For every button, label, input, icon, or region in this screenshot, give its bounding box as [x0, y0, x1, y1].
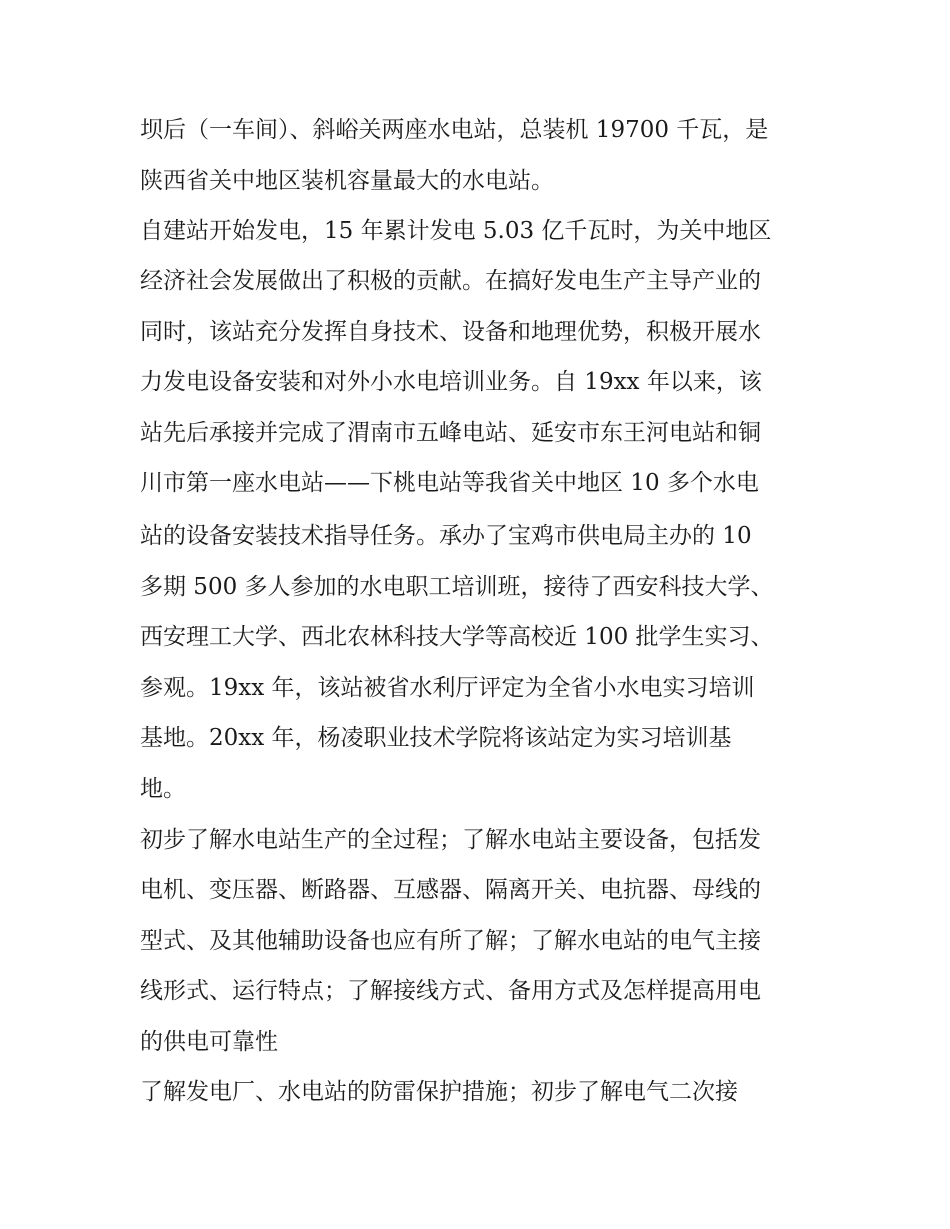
text-line: 西安理工大学、西北农林科技大学等高校近 100 批学生实习、	[140, 624, 774, 650]
text-line: 陕西省关中地区装机容量最大的水电站。	[140, 168, 554, 194]
text-line: 型式、及其他辅助设备也应有所了解；了解水电站的电气主接	[140, 928, 761, 954]
text-line: 地。	[140, 776, 186, 802]
text-line: 多期 500 多人参加的水电职工培训班，接待了西安科技大学、	[140, 574, 774, 600]
text-line: 的供电可靠性	[140, 1029, 278, 1055]
text-line: 自建站开始发电，15 年累计发电 5.03 亿千瓦时，为关中地区	[140, 218, 772, 244]
text-line: 同时，该站充分发挥自身技术、设备和地理优势，积极开展水	[140, 319, 761, 345]
text-line: 川市第一座水电站——下桃电站等我省关中地区 10 多个水电	[140, 470, 759, 496]
text-line: 基地。20xx 年，杨凌职业技术学院将该站定为实习培训基	[140, 725, 732, 751]
text-line: 电机、变压器、断路器、互感器、隔离开关、电抗器、母线的	[140, 877, 761, 903]
text-line: 力发电设备安装和对外小水电培训业务。自 19xx 年以来，该	[140, 369, 762, 395]
text-line: 参观。19xx 年，该站被省水利厅评定为全省小水电实习培训	[140, 675, 755, 701]
text-line: 站先后承接并完成了渭南市五峰电站、延安市东王河电站和铜	[140, 420, 761, 446]
text-line: 初步了解水电站生产的全过程；了解水电站主要设备，包括发	[140, 827, 761, 853]
text-line: 了解发电厂、水电站的防雷保护措施；初步了解电气二次接	[140, 1079, 738, 1105]
text-line: 坝后（一车间）、斜峪关两座水电站，总装机 19700 千瓦，是	[140, 117, 769, 143]
text-line: 站的设备安装技术指导任务。承办了宝鸡市供电局主办的 10	[140, 523, 752, 549]
text-line: 经济社会发展做出了积极的贡献。在搞好发电生产主导产业的	[140, 268, 761, 294]
text-line: 线形式、运行特点；了解接线方式、备用方式及怎样提高用电	[140, 978, 761, 1004]
